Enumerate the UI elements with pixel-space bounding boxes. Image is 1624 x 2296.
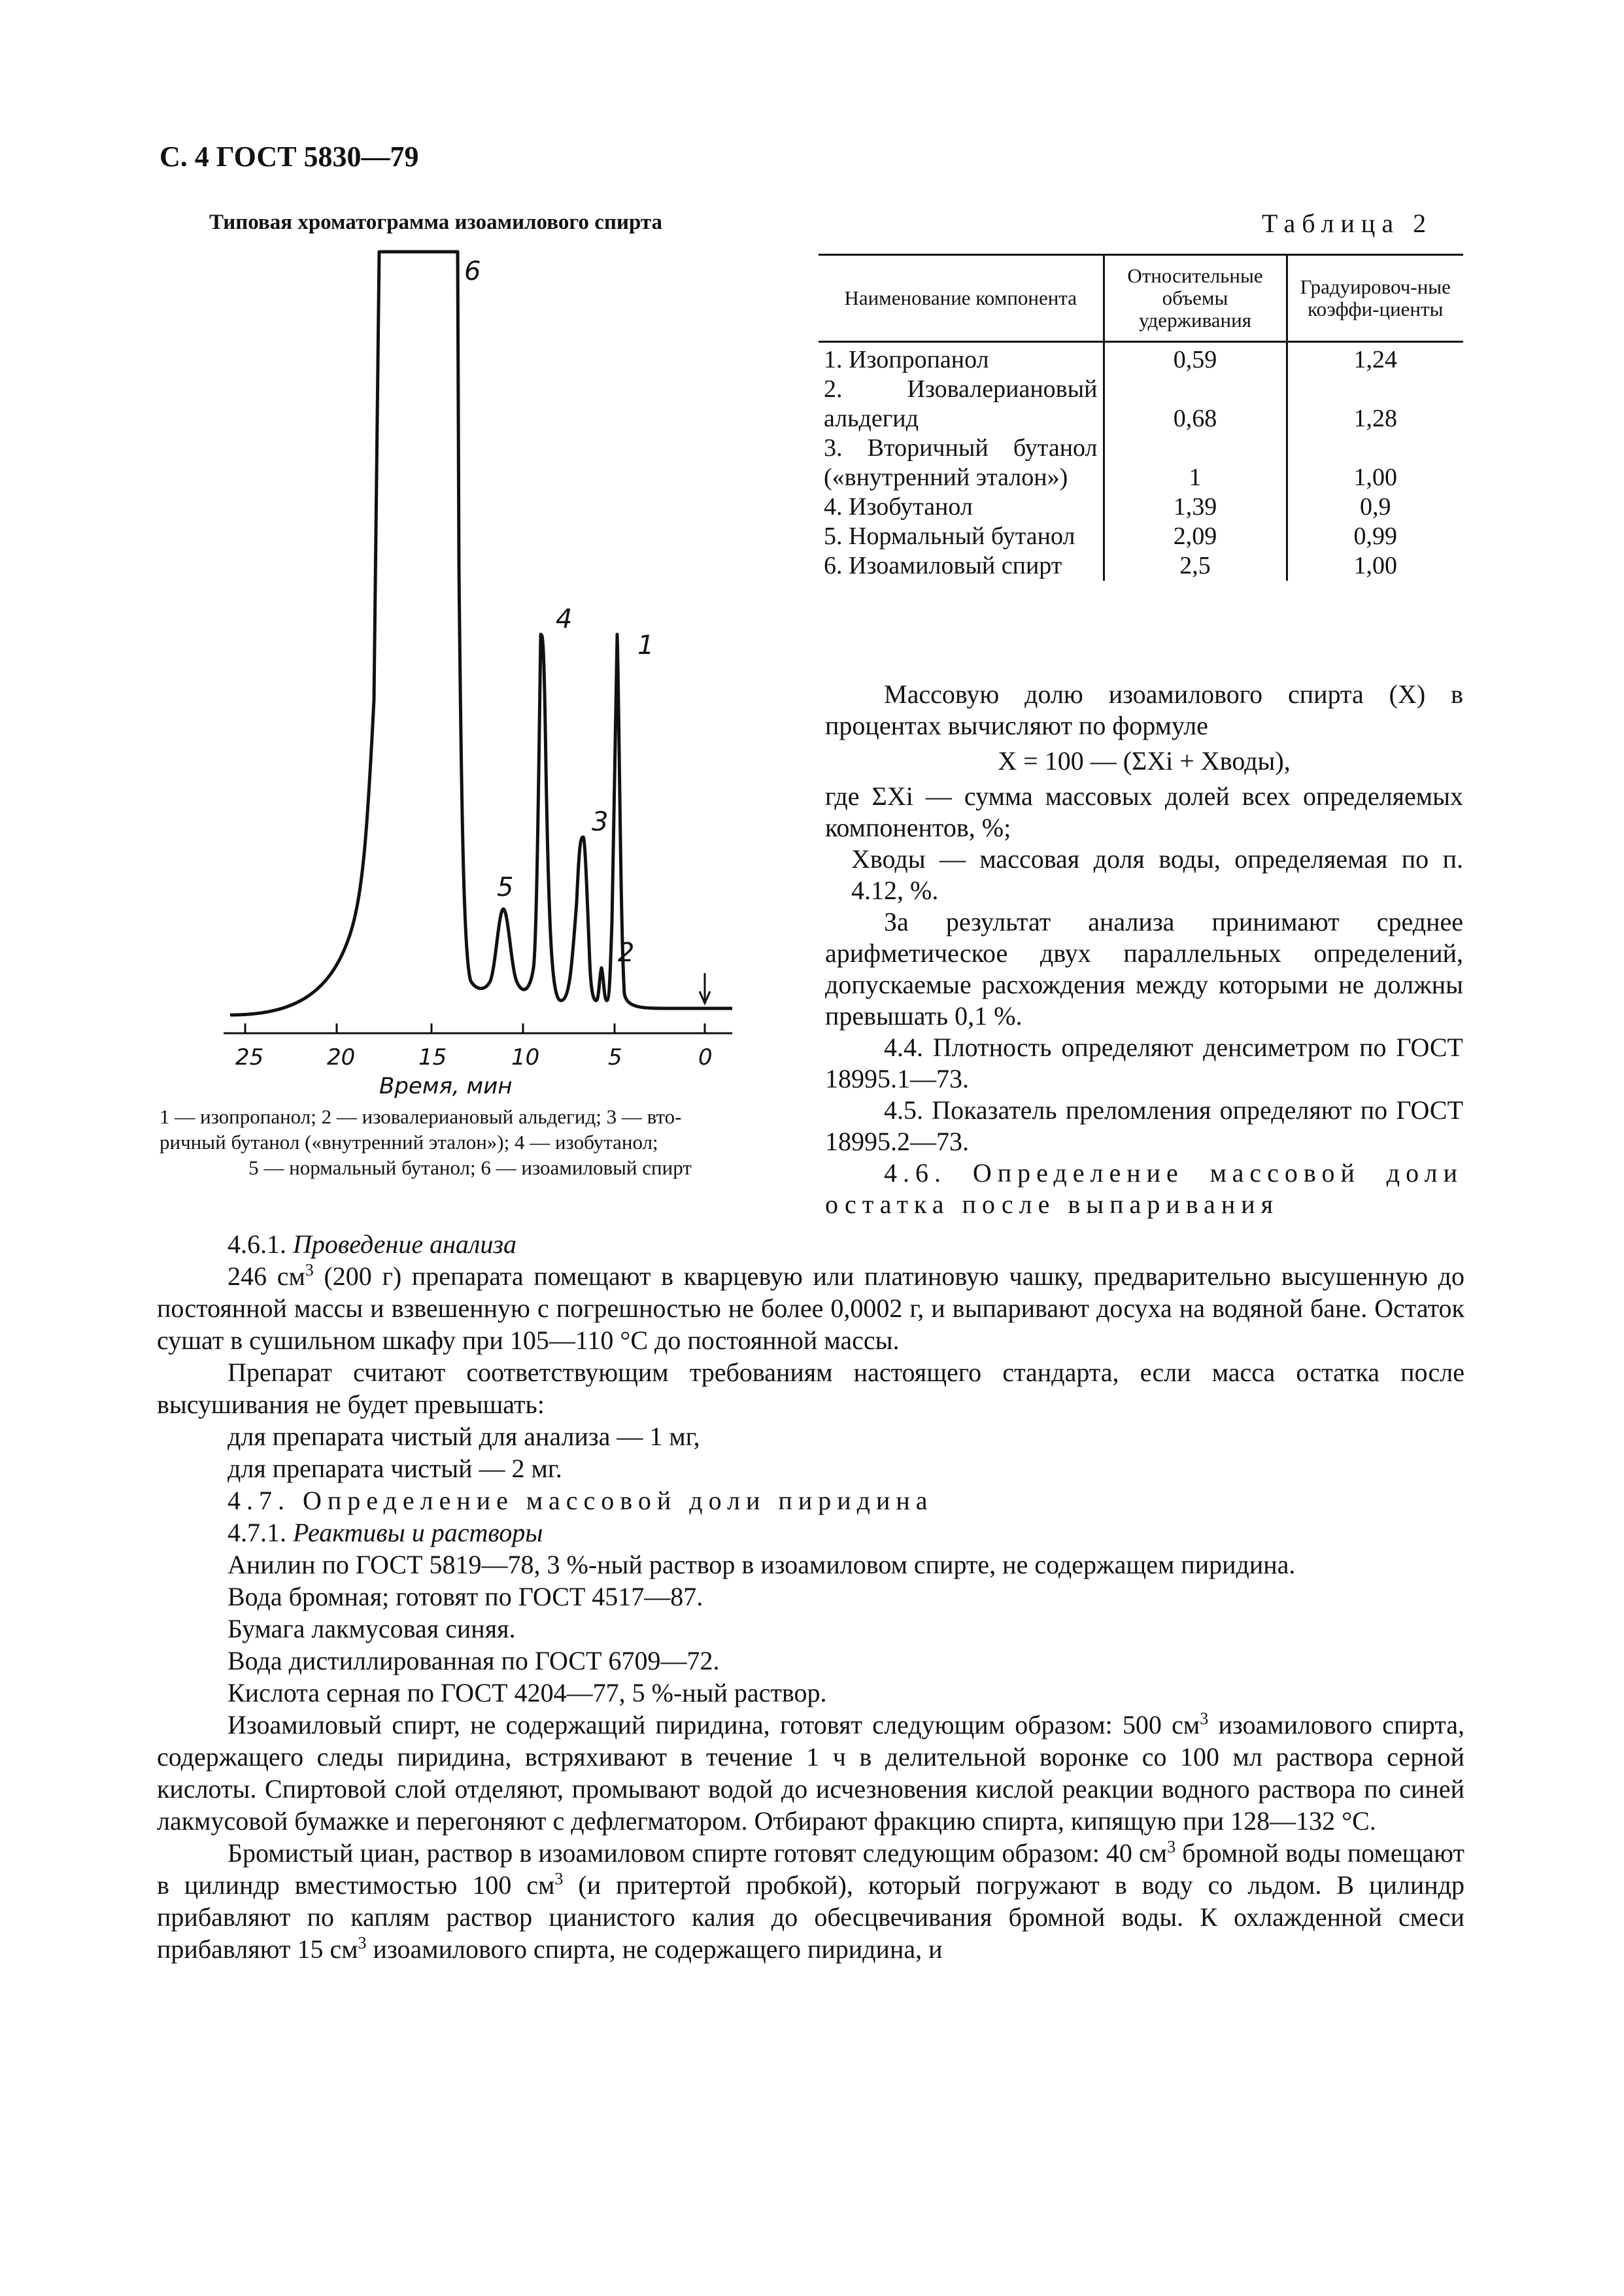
table-row: 4. Изобутанол 1,39 0,9 (819, 492, 1463, 522)
formula-where: где ΣXi — сумма массовых долей всех определяемых компонентов, %; (825, 781, 1463, 842)
caption-line: ричный бутанол («внутренний эталон»); 4 — изобутанол; (160, 1131, 658, 1154)
list-item: для препарата чистый — 2 мг. (228, 1454, 562, 1483)
list-item: Вода дистиллированная по ГОСТ 6709—72. (228, 1646, 720, 1675)
chromatogram (216, 242, 778, 1099)
table-row: 5. Нормальный бутанол 2,09 0,99 (819, 522, 1463, 551)
caption-line: 1 — изопропанол; 2 — изовалериановый альдегид; 3 — вто- (160, 1105, 682, 1128)
paragraph: Препарат считают соответствующим требованиям настоящего стандарта, если масса остатка после высушивания не будет превышать: (157, 1358, 1464, 1419)
page-header: С. 4 ГОСТ 5830—79 (160, 141, 419, 173)
subsection-heading: 4.6.1. Проведение анализа (228, 1229, 516, 1259)
formula: X = 100 — (ΣXi + Xводы), (998, 746, 1291, 776)
table-row: 1. Изопропанол 0,59 1,24 (819, 342, 1463, 375)
tick-10: 10 (511, 1044, 540, 1071)
tick-25: 25 (235, 1044, 264, 1071)
formula-where: Xводы — массовая доля воды, определяемая по п. 4.12, %. (851, 844, 1463, 905)
peak-label-1: 1 (637, 630, 654, 660)
tick-5: 5 (608, 1044, 622, 1071)
table-header-name: Наименование компонента (819, 255, 1104, 342)
table-header-rel: Относительные объемы удерживания (1104, 255, 1287, 342)
paragraph: 4.5. Показатель преломления определяют по ГОСТ 18995.2—73. (825, 1095, 1463, 1156)
list-item: для препарата чистый для анализа — 1 мг, (228, 1422, 700, 1451)
section-heading: 4.7. Определение массовой доли пиридина (228, 1486, 934, 1515)
axis-ticks (245, 1023, 705, 1033)
paragraph: 4.4. Плотность определяют денсиметром по ГОСТ 18995.1—73. (825, 1033, 1463, 1093)
list-item: Анилин по ГОСТ 5819—78, 3 %-ный раствор в изоамиловом спирте, не содержащем пиридина. (228, 1550, 1296, 1579)
figure-caption (160, 1104, 781, 1180)
peak-label-3: 3 (592, 807, 609, 837)
table-title: Таблица 2 (1262, 209, 1433, 238)
peak-label-5: 5 (497, 872, 514, 902)
peak-label-6: 6 (464, 256, 481, 286)
peak-label-4: 4 (556, 604, 573, 634)
paragraph: За результат анализа принимают среднее арифметическое двух параллельных определений, допускаемые расхождения между которыми не должны превышать 0,1 %. (825, 907, 1463, 1031)
main-body-text (157, 1228, 1464, 1965)
section-heading: 4.6. Определение массовой доли остатка после выпаривания (825, 1158, 1463, 1219)
tick-20: 20 (327, 1044, 356, 1071)
paragraph: 246 $см^3$ (200 г) препарата помещают в кварцевую или платиновую чашку, предварительно высушенную до постоянной массы и взвешенную с погрешностью не более 0,0002 г, и выпаривают досуха на водяной бане. Остаток сушат в сушильном шкафу при 105—110 °С до постоянной массы. (157, 1260, 1464, 1355)
paragraph: Бромистый циан, раствор в изоамиловом спирте готовят следующим образом: 40 $см^3$ бромной воды помещают в цилиндр вместимостью 100 $см^3$ (и притертой пробкой), который погружают в воду со льдом. В цилиндр прибавляют по каплям раствор цианистого калия до обесцвечивания бромной воды. К охлажденной смеси прибавляют 15 $см^3$ изоамилового спирта, не содержащего пиридина, и (157, 1837, 1464, 1964)
subsection-heading: 4.7.1. Реактивы и растворы (228, 1518, 543, 1547)
paragraph: Изоамиловый спирт, не содержащий пиридина, готовят следующим образом: 500 $см^3$ изоамилового спирта, содержащего следы пиридина, встряхивают в течение 1 ч в делительной воронке со 100 мл раствора серной кислоты. Спиртовой слой отделяют, промывают водой до исчезновения кислой реакции водного раствора по синей лакмусовой бумажке и перегоняют с дефлегматором. Отбирают фракцию спирта, кипящую при 128—132 °С. (157, 1709, 1464, 1836)
table-row: 6. Изоамиловый спирт 2,5 1,00 (819, 551, 1463, 581)
chromatogram-trace (230, 252, 732, 1015)
tick-0: 0 (698, 1044, 713, 1071)
paragraph: Массовую долю изоамилового спирта (X) в процентах вычисляют по формуле (825, 679, 1463, 740)
table-row: 2. Изовалериановый альдегид 0,68 1,28 (819, 375, 1463, 434)
caption-line: 5 — нормальный бутанол; 6 — изоамиловый спирт (248, 1156, 692, 1179)
table-row: 3. Вторичный бутанол («внутренний эталон») 1 1,00 (819, 434, 1463, 492)
tick-15: 15 (418, 1044, 447, 1071)
list-item: Кислота серная по ГОСТ 4204—77, 5 %-ный раствор. (228, 1678, 827, 1707)
table-header-coef: Градуировоч-ные коэффи-циенты (1287, 255, 1463, 342)
axis-label: Время, мин (379, 1073, 513, 1099)
list-item: Вода бромная; готовят по ГОСТ 4517—87. (228, 1582, 703, 1611)
list-item: Бумага лакмусовая синяя. (228, 1614, 516, 1643)
figure-title: Типовая хроматограмма изоамилового спирта (209, 211, 663, 234)
peak-label-2: 2 (618, 938, 635, 968)
table-2 (819, 254, 1463, 581)
right-column-text (825, 679, 1463, 1220)
injection-arrow-icon (700, 973, 710, 1003)
